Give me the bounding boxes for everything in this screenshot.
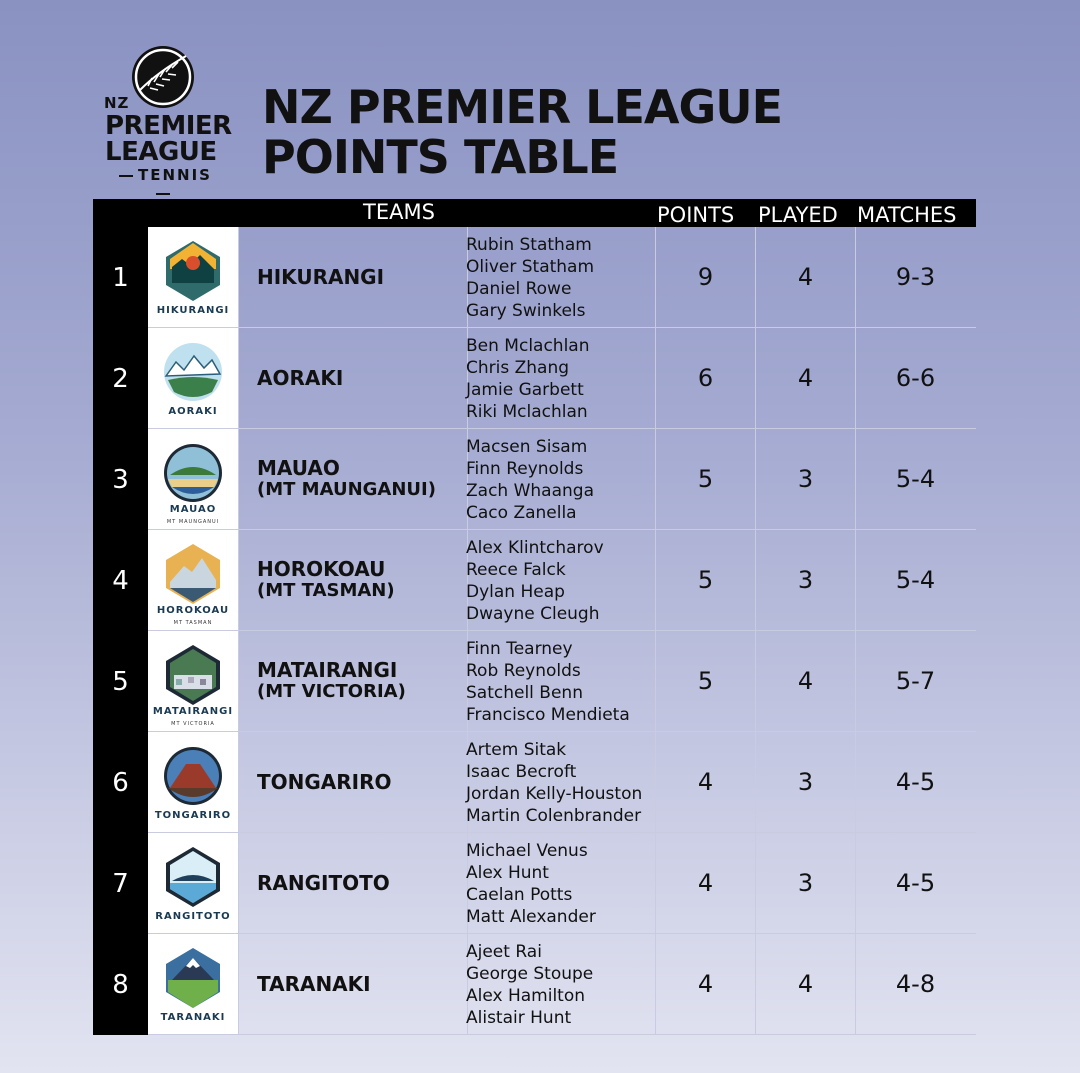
team-name-cell [239,732,468,832]
player-name: Artem Sitak [466,740,567,760]
players-cell [449,631,656,731]
player-name: Caco Zanella [466,503,577,523]
played-value: 3 [756,732,856,832]
logo-premier: PREMIER [105,111,232,141]
points-value: 4 [656,732,756,832]
player-name: Jordan Kelly-Houston [466,784,643,804]
table-row [93,631,976,732]
rank: 3 [93,429,148,530]
table-body [93,227,976,1035]
players-cell [449,328,656,428]
rank: 5 [93,631,148,732]
team-subname: (MT MAUNGANUI) [257,479,436,500]
logo-subcaption: MT MAUNGANUI [166,519,220,525]
matches-value: 6-6 [895,364,936,392]
rank: 8 [93,934,148,1035]
logo-caption: TARANAKI [160,1012,226,1023]
table-row [93,833,976,934]
team-name-cell [239,934,468,1034]
team-name: RANGITOTO [257,871,390,895]
table-row [93,530,976,631]
aoraki-logo-icon [162,340,224,404]
points-table [93,199,976,1035]
matches-value: 4-8 [895,970,936,998]
players-cell [449,732,656,832]
logo-nz: NZ [104,94,130,112]
player-name: Riki Mclachlan [466,402,588,422]
header-teams: TEAMS [363,200,435,224]
played-value: 4 [756,227,856,327]
played-value: 3 [756,833,856,933]
player-name: Dwayne Cleugh [466,604,600,624]
team-name: MATAIRANGI [257,658,398,682]
team-name: TONGARIRO [257,770,392,794]
logo-caption: AORAKI [168,406,218,417]
player-name: Michael Venus [466,841,588,861]
team-name: MAUAO [257,456,340,480]
points-value: 5 [656,429,756,529]
logo-caption: HIKURANGI [156,305,230,316]
header-matches: MATCHES [857,203,957,227]
rank: 1 [93,227,148,328]
team-name-cell [239,631,468,731]
league-logo [100,40,230,190]
points-value: 5 [656,530,756,630]
players-cell [449,833,656,933]
table-row [93,732,976,833]
team-name: HOROKOAU [257,557,386,581]
player-name: Ajeet Rai [466,942,542,962]
logo-caption: RANGITOTO [155,911,231,922]
team-logo [148,227,239,327]
player-name: Francisco Mendieta [466,705,630,725]
logo-league: LEAGUE [105,137,217,167]
team-name-cell [239,530,468,630]
team-logo [148,833,239,933]
team-logo [148,631,239,731]
logo-caption: TONGARIRO [154,810,232,821]
points-value: 4 [656,833,756,933]
players-cell [449,227,656,327]
matches-value: 5-7 [895,667,936,695]
table-row [93,934,976,1035]
player-name: Alex Klintcharov [466,538,604,558]
player-name: Oliver Statham [466,257,595,277]
horokoau-logo-icon [162,542,224,606]
player-name: Matt Alexander [466,907,596,927]
team-logo [148,429,239,529]
team-name-cell [239,328,468,428]
played-value: 3 [756,429,856,529]
logo-caption: MATAIRANGI [152,706,234,717]
player-name: Finn Reynolds [466,459,584,479]
player-name: Caelan Potts [466,885,573,905]
table-header [93,199,976,227]
team-name-cell [239,833,468,933]
table-row [93,227,976,328]
team-logo [148,934,239,1034]
team-name-cell [239,429,468,529]
player-name: Ben Mclachlan [466,336,590,356]
player-name: Finn Tearney [466,639,573,659]
team-logo [148,530,239,630]
played-value: 4 [756,328,856,428]
points-value: 5 [656,631,756,731]
logo-caption: HOROKOAU [156,605,230,616]
team-subname: (MT TASMAN) [257,580,395,601]
team-name-cell [239,227,468,327]
players-cell [449,934,656,1034]
players-cell [449,429,656,529]
logo-subcaption: MT VICTORIA [171,721,215,727]
player-name: Rubin Statham [466,235,592,255]
player-name: Zach Whaanga [466,481,594,501]
player-name: Reece Falck [466,560,566,580]
matairangi-logo-icon [162,643,224,707]
player-name: Rob Reynolds [466,661,581,681]
team-name: HIKURANGI [257,265,385,289]
rank: 2 [93,328,148,429]
player-name: Dylan Heap [466,582,565,602]
title-line-1: NZ PREMIER LEAGUE [262,80,783,134]
player-name: Isaac Becroft [466,762,577,782]
header-points: POINTS [657,203,735,227]
table-row [93,328,976,429]
played-value: 3 [756,530,856,630]
matches-value: 4-5 [895,768,936,796]
player-name: Satchell Benn [466,683,583,703]
player-name: George Stoupe [466,964,594,984]
logo-tennis: TENNIS [108,166,218,202]
logo-subcaption: MT TASMAN [173,620,213,626]
matches-value: 5-4 [895,566,936,594]
team-logo [148,328,239,428]
played-value: 4 [756,631,856,731]
players-cell [449,530,656,630]
team-name: AORAKI [257,366,344,390]
points-value: 4 [656,934,756,1034]
matches-value: 9-3 [895,263,936,291]
rank: 4 [93,530,148,631]
player-name: Martin Colenbrander [466,806,642,826]
rank: 7 [93,833,148,934]
team-logo [148,732,239,832]
logo-caption: MAUAO [169,504,217,515]
rank: 6 [93,732,148,833]
team-name: TARANAKI [257,972,371,996]
table-row [93,429,976,530]
player-name: Alex Hunt [466,863,549,883]
page-title [262,82,782,182]
points-value: 9 [656,227,756,327]
played-value: 4 [756,934,856,1034]
player-name: Chris Zhang [466,358,570,378]
player-name: Jamie Garbett [466,380,584,400]
tennis-ball-fern-icon [128,42,198,112]
player-name: Alistair Hunt [466,1008,572,1028]
player-name: Daniel Rowe [466,279,572,299]
rangitoto-logo-icon [162,845,224,909]
title-line-2: POINTS TABLE [262,130,619,184]
hikurangi-logo-icon [162,239,224,303]
player-name: Alex Hamilton [466,986,586,1006]
player-name: Gary Swinkels [466,301,586,321]
matches-value: 4-5 [895,869,936,897]
matches-value: 5-4 [895,465,936,493]
player-name: Macsen Sisam [466,437,588,457]
team-subname: (MT VICTORIA) [257,681,406,702]
header-played: PLAYED [758,203,838,227]
tongariro-logo-icon [162,744,224,808]
taranaki-logo-icon [162,946,224,1010]
points-value: 6 [656,328,756,428]
mauao-logo-icon [162,441,224,505]
